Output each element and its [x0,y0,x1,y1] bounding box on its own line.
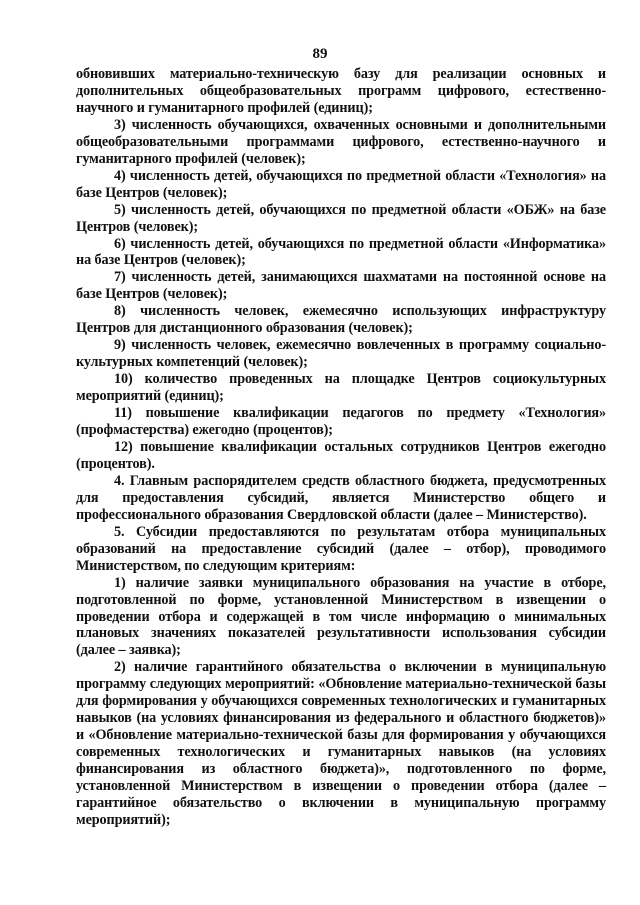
document-body [76,66,606,829]
paragraph-item-8: 8) численность человек, ежемесячно использующих инфраструктуру Центров для дистанционного образования (человек); [76,303,606,337]
paragraph-section-5: 5. Субсидии предоставляются по результатам отбора муниципальных образований на предоставление субсидий (далее – отбор), проводимого Министерством, по следующим критериям: [76,523,606,574]
paragraph-criterion-2: 2) наличие гарантийного обязательства о включении в муниципальную программу следующих мероприятий: «Обновление материально-технической базы для формирования у обучающихся современных технологических и гуманитарных навыков (на условиях финансирования из федерального и областного бюджетов)» и «Обновление материально-технической базы для формирования у обучающихся современных технологических и гуманитарных навыков (на условиях финансирования из областного бюджета)», подготовленного по форме, установленной Министерством в извещении о проведении отбора (далее – гарантийное обязательство о включении в муниципальную программу мероприятий); [76,659,606,828]
paragraph-item-5: 5) численность детей, обучающихся по предметной области «ОБЖ» на базе Центров (человек); [76,201,606,235]
paragraph-item-4: 4) численность детей, обучающихся по предметной области «Технология» на базе Центров (человек); [76,167,606,201]
paragraph-item-6: 6) численность детей, обучающихся по предметной области «Информатика» на базе Центров (человек); [76,235,606,269]
paragraph-section-4: 4. Главным распорядителем средств областного бюджета, предусмотренных для предоставления субсидий, является Министерство общего и профессионального образования Свердловской области (далее – Министерство). [76,472,606,523]
paragraph-item-3: 3) численность обучающихся, охваченных основными и дополнительными общеобразовательными программами цифрового, естественно-научного и гуманитарного профилей (человек); [76,116,606,167]
paragraph-item-10: 10) количество проведенных на площадке Центров социокультурных мероприятий (единиц); [76,371,606,405]
paragraph-continuation: обновивших материально-техническую базу для реализации основных и дополнительных общеобразовательных программ цифрового, естественно-научного и гуманитарного профилей (единиц); [76,66,606,116]
page-number: 89 [312,46,328,62]
paragraph-item-7: 7) численность детей, занимающихся шахматами на постоянной основе на базе Центров (человек); [76,269,606,303]
paragraph-criterion-1: 1) наличие заявки муниципального образования на участие в отборе, подготовленной по форме, установленной Министерством в извещении о проведении отбора и содержащей в том числе информацию о минимальных плановых значениях показателей результативности использования субсидии (далее – заявка); [76,574,606,659]
paragraph-item-12: 12) повышение квалификации остальных сотрудников Центров ежегодно (процентов). [76,438,606,472]
paragraph-item-11: 11) повышение квалификации педагогов по предмету «Технология» (профмастерства) ежегодно (процентов); [76,405,606,439]
paragraph-item-9: 9) численность человек, ежемесячно вовлеченных в программу социально-культурных компетенций (человек); [76,337,606,371]
